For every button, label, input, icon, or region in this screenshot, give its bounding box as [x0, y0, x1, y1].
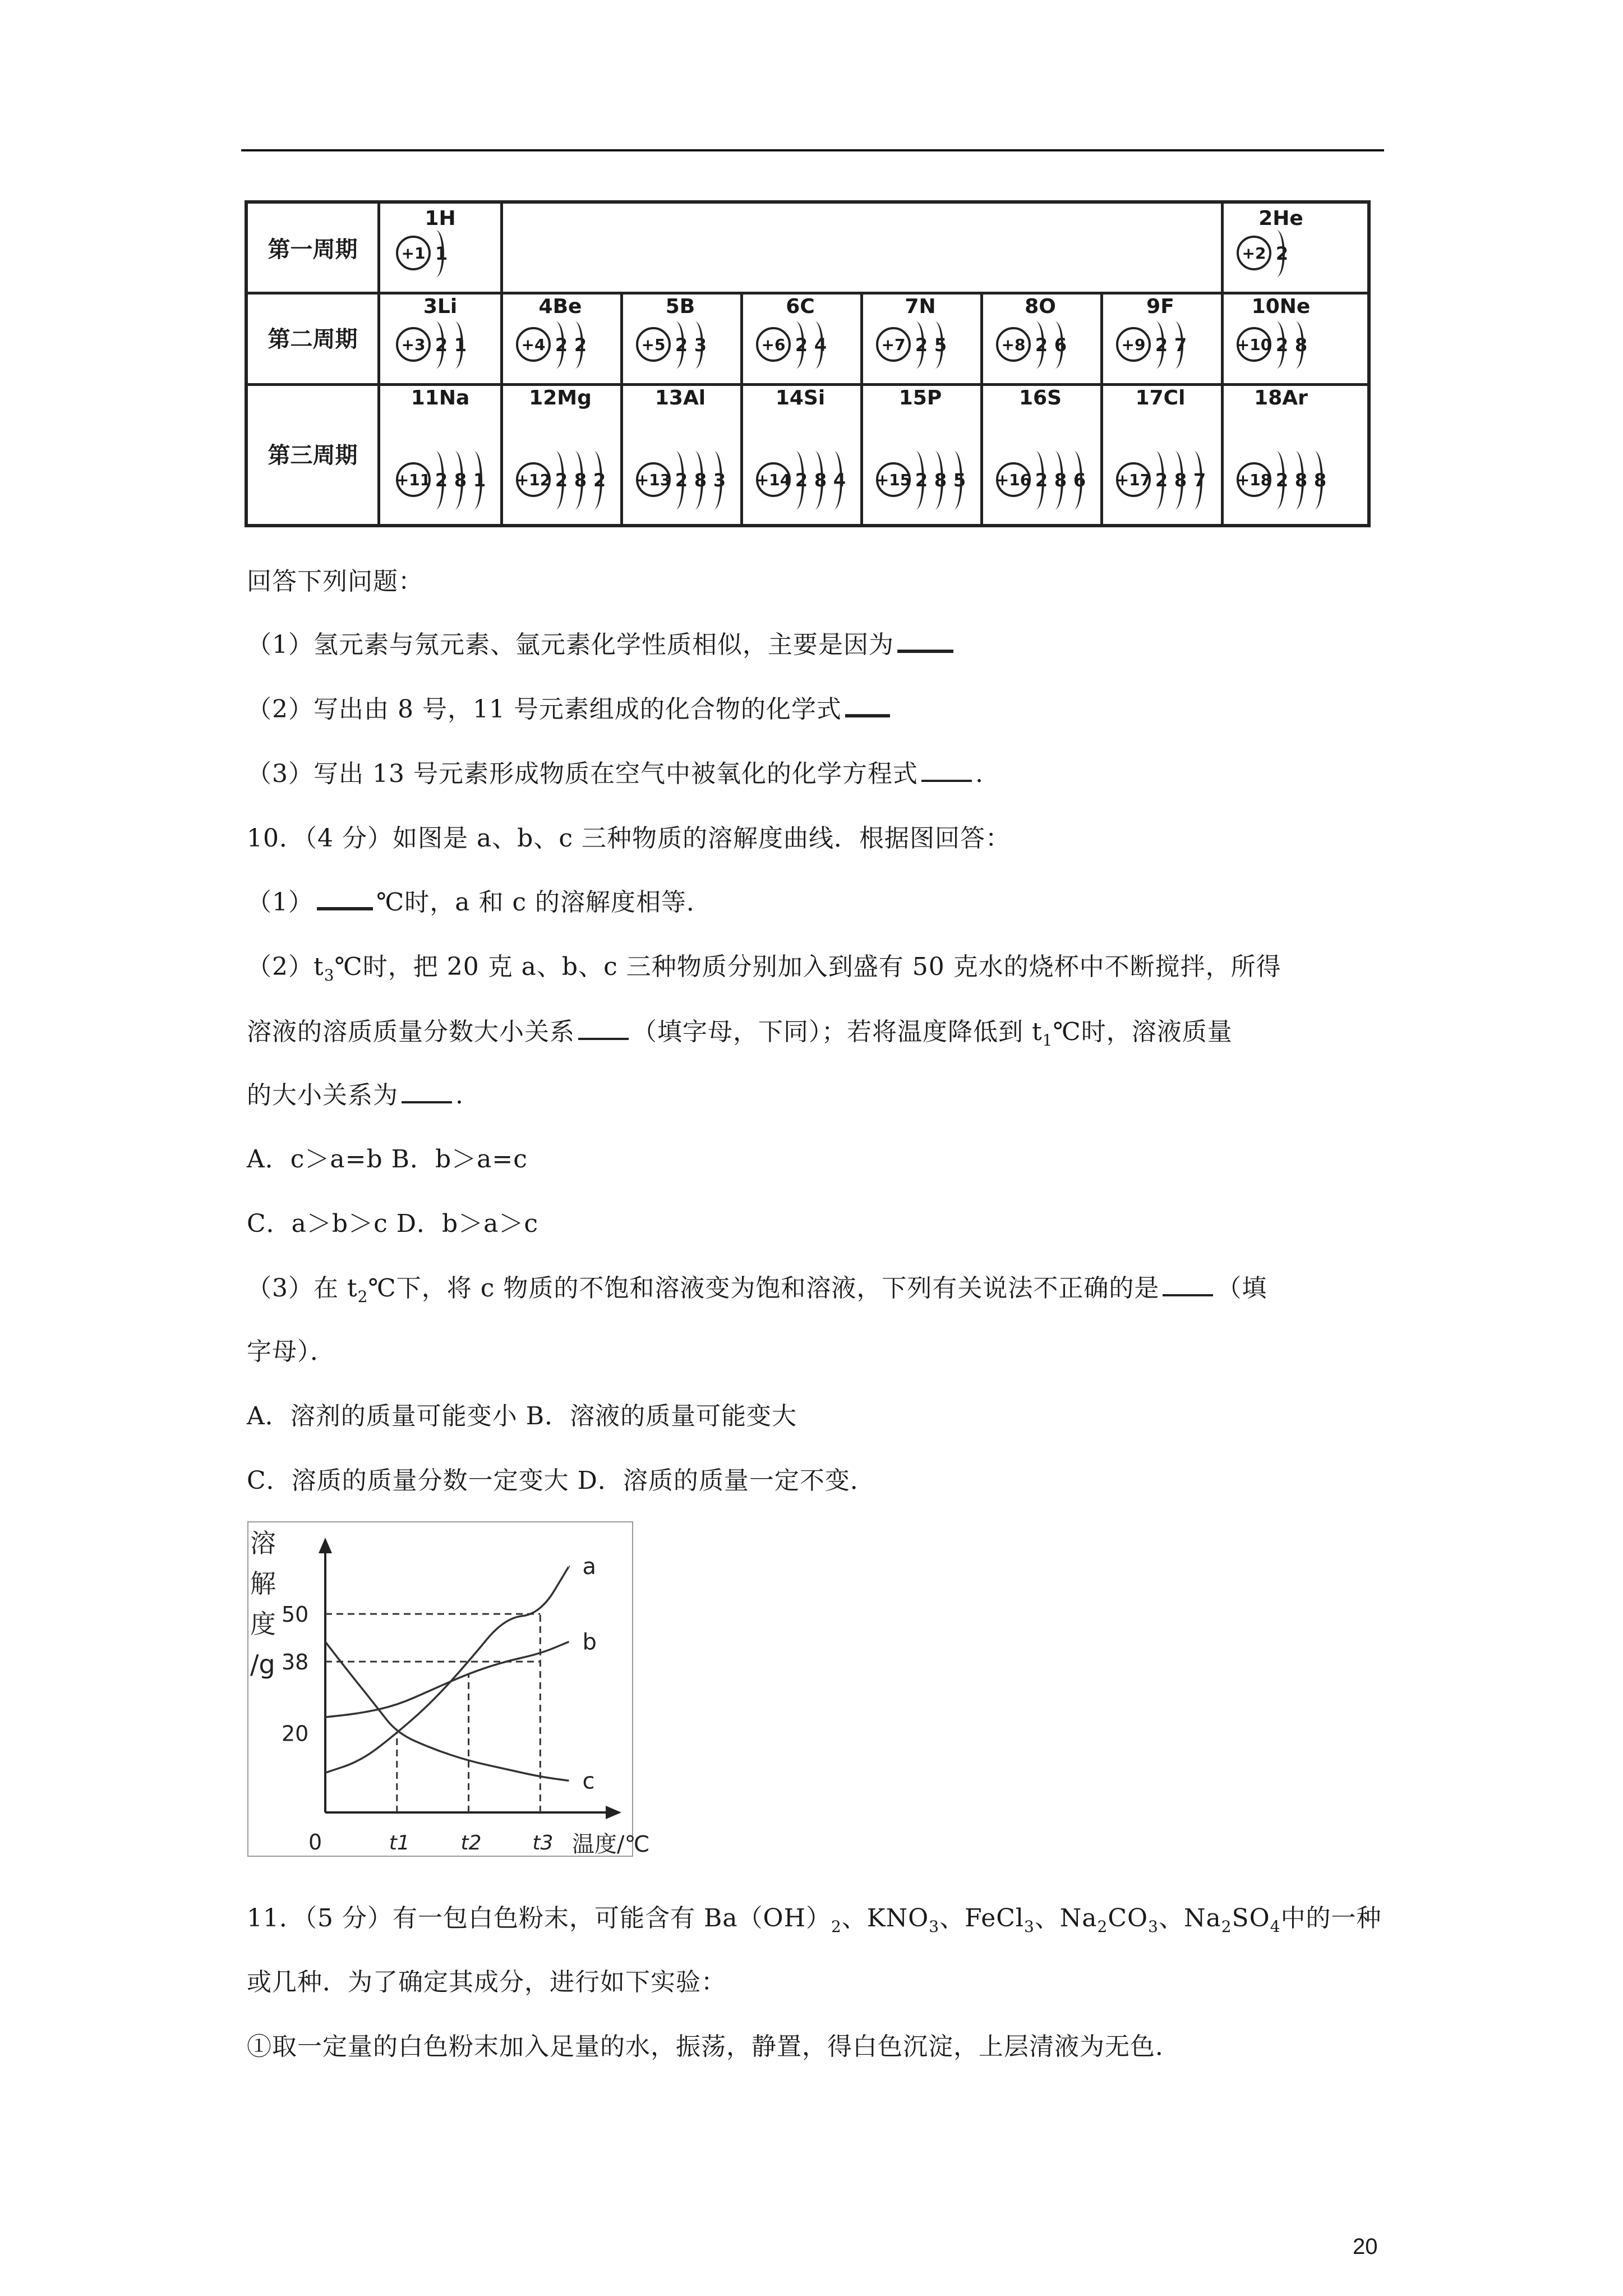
electron-shell: 2: [1152, 318, 1171, 372]
element-symbol: 14Si: [775, 386, 826, 409]
x-tick-label: t3: [532, 1832, 554, 1855]
element-cell: [980, 383, 1100, 524]
series-label-b: b: [582, 1629, 597, 1655]
electron-shell: 2: [912, 448, 931, 513]
q10-part2-text2: 溶液的溶质质量分数大小关系: [247, 1018, 575, 1046]
atomic-structure-diagram: [1116, 448, 1211, 515]
q11-text: SO: [1232, 1904, 1270, 1932]
element-symbol: 16S: [1018, 386, 1062, 409]
table-rule: [980, 292, 983, 524]
element-cell: [740, 383, 860, 524]
x-axis-arrow: [606, 1806, 621, 1819]
electron-shell: 8: [1311, 448, 1330, 513]
element-cell: [860, 383, 980, 524]
answer-blank: [897, 650, 953, 653]
nucleus: +6: [756, 327, 791, 362]
element-symbol: 6C: [786, 295, 815, 318]
periodic-table: [245, 200, 1371, 527]
element-symbol: 15P: [898, 386, 942, 409]
q10-part3-options-cd: C．溶质的质量分数一定变大 D．溶质的质量一定不变．: [247, 1466, 875, 1495]
element-cell: [740, 292, 860, 383]
nucleus: +2: [1237, 236, 1271, 270]
electron-shell: 2: [672, 448, 691, 513]
nucleus: +10: [1237, 327, 1271, 362]
electron-shell: 2: [1272, 448, 1292, 513]
answer-blank: [402, 1101, 452, 1103]
electron-shell: 2: [571, 318, 590, 372]
q10-part2-line2: [247, 1011, 1233, 1050]
electron-shell: 6: [1070, 448, 1089, 513]
q10-part2-end: .: [455, 1081, 464, 1110]
element-cell: [1100, 292, 1220, 383]
q11-text: 、KNO: [841, 1904, 929, 1932]
q10-part2-text4: ℃时，溶液质量: [1053, 1018, 1233, 1046]
element-cell: [860, 292, 980, 383]
q9-part2-text: （2）写出由 8 号，11 号元素组成的化合物的化学式: [247, 695, 842, 724]
element-cell: [500, 383, 620, 524]
electron-shell: 8: [1051, 448, 1070, 513]
element-symbol: 9F: [1146, 295, 1174, 318]
element-symbol: 17Cl: [1135, 386, 1186, 409]
element-cell: [380, 383, 500, 524]
nucleus: +7: [876, 327, 911, 362]
q10-part3-text2: （填: [1216, 1274, 1267, 1303]
electron-shells: [1152, 448, 1209, 513]
nucleus: +18: [1237, 462, 1271, 497]
electron-shells: [912, 318, 950, 372]
q11-text: 、Na: [1158, 1904, 1221, 1932]
electron-shell: 8: [811, 448, 830, 513]
electron-shell: 6: [1051, 318, 1070, 372]
electron-shells: [552, 448, 609, 513]
element-cell: [1221, 204, 1341, 292]
electron-shell: 7: [1171, 318, 1190, 372]
q10-part2-text3: （填字母，下同）；若将温度降低到 t: [632, 1018, 1043, 1046]
table-rule: [500, 204, 503, 292]
electron-shell: 1: [451, 318, 470, 372]
q11-text: 、FeCl: [939, 1904, 1024, 1932]
period-label: 第一周期: [248, 204, 380, 292]
electron-shell: 8: [451, 448, 470, 513]
q10-part1: [247, 882, 712, 918]
nucleus: +9: [1116, 327, 1151, 362]
nucleus: +16: [996, 462, 1031, 497]
element-symbol: 7N: [905, 295, 936, 318]
electron-shell: 8: [1171, 448, 1190, 513]
q10-part2-line3: [247, 1075, 464, 1111]
electron-shell: 4: [830, 448, 849, 513]
answer-blank: [317, 907, 373, 910]
q9-part2: [247, 689, 893, 725]
electron-shell: 1: [470, 448, 489, 513]
table-rule: [1221, 204, 1224, 292]
atomic-structure-diagram: [396, 318, 491, 374]
table-rule: [620, 292, 623, 524]
element-cell: [1221, 292, 1341, 383]
series-curve-a: [325, 1566, 569, 1773]
y-tick-label: 20: [282, 1721, 309, 1746]
element-symbol: 8O: [1025, 295, 1056, 318]
y-axis-label: 度: [250, 1609, 276, 1639]
q11-text: 中的一种: [1280, 1904, 1382, 1932]
solubility-chart-svg: [247, 1521, 650, 1857]
element-symbol: 5B: [665, 295, 695, 318]
q10-part2-text: ℃时，把 20 克 a、b、c 三种物质分别加入到盛有 50 克水的烧杯中不断搅拌，所得: [334, 953, 1281, 981]
atomic-structure-diagram: [636, 318, 731, 374]
period-label: 第三周期: [248, 383, 380, 524]
electron-shell: 2: [792, 448, 811, 513]
nucleus: +11: [396, 462, 431, 497]
electron-shell: 2: [432, 318, 451, 372]
electron-shell: 2: [1032, 318, 1051, 372]
electron-shell: 2: [552, 448, 571, 513]
atomic-structure-diagram: [516, 448, 611, 515]
element-symbol: 1H: [425, 207, 456, 230]
electron-shell: 2: [590, 448, 609, 513]
answer-intro: 回答下列问题：: [247, 567, 423, 596]
q11-text: 、Na: [1034, 1904, 1098, 1932]
electron-shells: [552, 318, 590, 372]
electron-shells: [792, 318, 830, 372]
atomic-structure-diagram: [756, 448, 851, 515]
nucleus: +8: [996, 327, 1031, 362]
answer-blank: [1163, 1294, 1213, 1296]
q11-line3: ①取一定量的白色粉末加入足量的水，振荡，静置，得白色沉淀，上层清液为无色．: [247, 2032, 1181, 2061]
q11-line1: [247, 1898, 1382, 1936]
y-axis-label: 溶: [250, 1528, 276, 1558]
atomic-structure-diagram: [996, 448, 1091, 515]
electron-shell: 7: [1190, 448, 1209, 513]
atomic-structure-diagram: [996, 318, 1091, 374]
period-label: 第二周期: [248, 292, 380, 383]
element-cell: [980, 292, 1100, 383]
atomic-structure-diagram: [636, 448, 731, 515]
electron-shells: [1032, 448, 1089, 513]
q10-options-ab: A．c＞a=b B．b＞a=c: [247, 1145, 528, 1174]
subscript: 3: [929, 1917, 940, 1936]
q9-part3-end: .: [975, 760, 984, 788]
electron-shells: [792, 448, 849, 513]
nucleus: +1: [396, 236, 431, 270]
electron-shells: [432, 227, 451, 280]
q11-line2: 或几种．为了确定其成分，进行如下实验：: [247, 1968, 726, 1996]
element-cell: [1100, 383, 1220, 524]
electron-shell: 2: [672, 318, 691, 372]
q9-part3-text: （3）写出 13 号元素形成物质在空气中被氧化的化学方程式: [247, 760, 918, 788]
y-tick-label: 50: [282, 1602, 309, 1627]
series-curve-b: [325, 1642, 569, 1717]
table-rule: [860, 292, 863, 524]
subscript: 3: [1148, 1917, 1159, 1936]
table-rule: [1221, 292, 1224, 524]
table-rule: [1100, 292, 1103, 524]
q10-part3-options-ab: A．溶剂的质量可能变小 B．溶液的质量可能变大: [247, 1402, 797, 1430]
electron-shell: 8: [691, 448, 710, 513]
subscript: 1: [1042, 1030, 1053, 1050]
subscript: 2: [1221, 1917, 1232, 1936]
q10-part2-prefix: （2）t: [247, 953, 324, 981]
q10-part1-text: ℃时，a 和 c 的溶解度相等．: [376, 888, 712, 917]
x-tick-label: t1: [389, 1832, 410, 1855]
y-axis-label: 解: [250, 1568, 276, 1599]
answer-blank: [845, 714, 890, 717]
element-symbol: 2He: [1258, 207, 1303, 230]
q10-part2-line1: [247, 946, 1281, 984]
atomic-structure-diagram: [396, 448, 491, 515]
nucleus: +15: [876, 462, 911, 497]
atomic-structure-diagram: [516, 318, 611, 374]
atomic-structure-diagram: [756, 318, 851, 374]
element-symbol: 18Ar: [1254, 386, 1308, 409]
electron-shell: 2: [432, 448, 451, 513]
element-symbol: 12Mg: [529, 386, 592, 409]
electron-shell: 2: [1272, 318, 1292, 372]
element-symbol: 10Ne: [1251, 295, 1311, 318]
electron-shells: [1272, 227, 1292, 280]
element-cell: [620, 292, 740, 383]
q10-part3-prefix: （3）在 t: [247, 1274, 358, 1303]
element-symbol: 11Na: [411, 386, 470, 409]
electron-shell: 2: [1152, 448, 1171, 513]
chart-frame: [248, 1522, 633, 1856]
atomic-structure-diagram: [396, 227, 491, 283]
q9-part3: [247, 753, 984, 789]
subscript: 2: [831, 1917, 842, 1936]
atomic-structure-diagram: [1237, 448, 1332, 515]
nucleus: +12: [516, 462, 551, 497]
electron-shell: 3: [691, 318, 710, 372]
atomic-structure-diagram: [1237, 318, 1332, 374]
element-symbol: 13Al: [654, 386, 706, 409]
q10-part3-line2: 字母）．: [247, 1337, 335, 1366]
electron-shell: 3: [710, 448, 729, 513]
electron-shell: 8: [571, 448, 590, 513]
x-axis-label: 温度/℃: [572, 1832, 650, 1857]
q10-part3-line1: [247, 1268, 1267, 1306]
origin-label: 0: [308, 1830, 322, 1855]
solubility-chart: [247, 1521, 650, 1857]
electron-shell: 5: [950, 448, 969, 513]
electron-shell: 2: [792, 318, 811, 372]
element-symbol: 3Li: [423, 295, 458, 318]
y-axis-arrow: [319, 1538, 332, 1553]
q10-part2-text5: 的大小关系为: [247, 1081, 398, 1110]
electron-shell: 1: [432, 227, 451, 280]
nucleus: +13: [636, 462, 671, 497]
atomic-structure-diagram: [876, 318, 971, 374]
table-rule: [248, 292, 1367, 295]
q11-text: 11．（5 分）有一包白色粉末，可能含有 Ba（OH）: [247, 1904, 831, 1932]
element-cell: [1221, 383, 1341, 524]
subscript: 2: [1097, 1917, 1108, 1936]
subscript: 4: [1270, 1917, 1281, 1936]
element-cell: [380, 204, 500, 292]
header-rule: [241, 149, 1384, 151]
q10-part1-prefix: （1）: [247, 888, 313, 917]
nucleus: +5: [636, 327, 671, 362]
electron-shells: [1272, 448, 1330, 513]
series-label-c: c: [582, 1768, 595, 1795]
subscript: 2: [357, 1287, 368, 1306]
series-curve-c: [325, 1642, 569, 1781]
electron-shell: 4: [811, 318, 830, 372]
table-rule: [740, 292, 743, 524]
electron-shells: [672, 318, 710, 372]
nucleus: +17: [1116, 462, 1151, 497]
nucleus: +3: [396, 327, 431, 362]
answer-blank: [921, 780, 972, 782]
nucleus: +4: [516, 327, 551, 362]
electron-shells: [672, 448, 729, 513]
electron-shells: [432, 318, 470, 372]
y-tick-label: 38: [282, 1650, 309, 1675]
electron-shell: 8: [1292, 318, 1311, 372]
electron-shell: 5: [931, 318, 950, 372]
electron-shells: [432, 448, 489, 513]
q9-part1-text: （1）氢元素与氖元素、氩元素化学性质相似，主要是因为: [247, 631, 894, 659]
subscript: 3: [1023, 1917, 1035, 1936]
q10-heading: 10．（4 分）如图是 a、b、c 三种物质的溶解度曲线．根据图回答：: [247, 824, 1011, 853]
answer-blank: [578, 1038, 629, 1040]
series-label-a: a: [582, 1554, 596, 1580]
element-symbol: 4Be: [538, 295, 582, 318]
y-axis-label: /g: [250, 1649, 275, 1680]
electron-shells: [912, 448, 969, 513]
electron-shells: [1272, 318, 1311, 372]
table-rule: [248, 383, 1367, 386]
electron-shell: 8: [931, 448, 950, 513]
electron-shell: 2: [552, 318, 571, 372]
atomic-structure-diagram: [1237, 227, 1332, 283]
q11-text: CO: [1108, 1904, 1149, 1932]
electron-shell: 2: [1272, 227, 1292, 280]
nucleus: +14: [756, 462, 791, 497]
q10-options-cd: C．a＞b＞c D．b＞a＞c: [247, 1209, 539, 1238]
electron-shells: [1152, 318, 1190, 372]
page-number: 20: [1353, 2234, 1378, 2259]
element-cell: [500, 292, 620, 383]
electron-shells: [1032, 318, 1070, 372]
q9-part1: [247, 624, 957, 660]
element-cell: [620, 383, 740, 524]
electron-shell: 8: [1292, 448, 1311, 513]
subscript: 3: [324, 965, 335, 984]
atomic-structure-diagram: [876, 448, 971, 515]
electron-shell: 2: [912, 318, 931, 372]
x-tick-label: t2: [460, 1832, 482, 1855]
q10-part3-text: ℃下，将 c 物质的不饱和溶液变为饱和溶液，下列有关说法不正确的是: [368, 1274, 1160, 1303]
element-cell: [380, 292, 500, 383]
atomic-structure-diagram: [1116, 318, 1211, 374]
table-rule: [500, 292, 503, 524]
electron-shell: 2: [1032, 448, 1051, 513]
